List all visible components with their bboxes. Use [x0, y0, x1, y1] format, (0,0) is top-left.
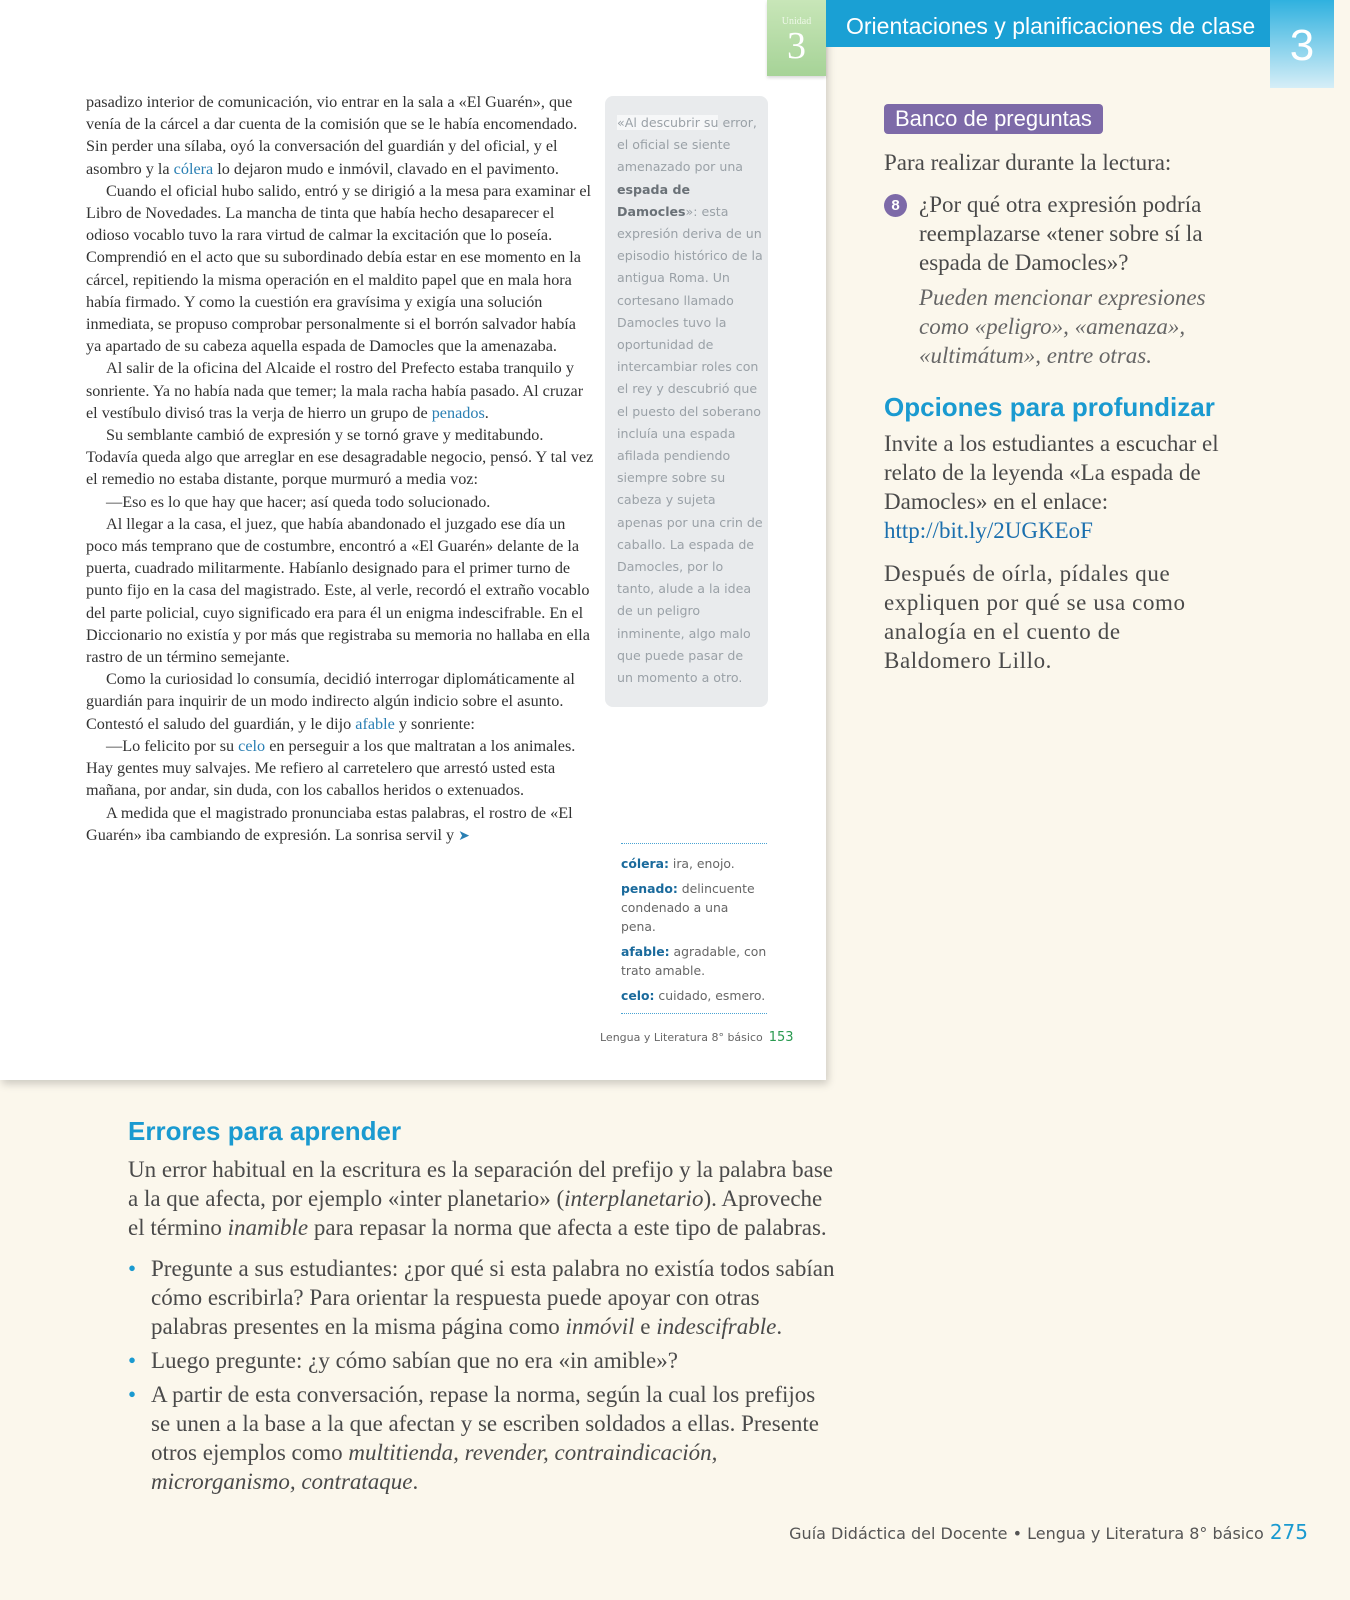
- story-paragraph: [86, 424, 594, 491]
- text-run: —Eso es lo que hay que hacer; así queda todo solucionado.: [106, 492, 491, 511]
- text-run: Al salir de la oficina del Alcaide el rostro del Prefecto estaba tranquilo y sonriente. Ya no había nada que temer; la mala racha había pasado. Al cruzar el vestíbulo divisó tras la verja de hierro un grupo de: [86, 359, 584, 422]
- text-run: Su semblante cambió de expresión y se tornó grave y meditabundo. Todavía queda algo que arreglar en ese desagradable negocio, pensó. Y tal vez el remedio no estaba distante, porque murmuró a media voz:: [86, 426, 594, 489]
- text-run: A partir de esta conversación, repase la norma, según la cual los prefijos se unen a la base a la que afectan y se escriben soldados a ellas. Presente otros ejemplos como: [151, 1382, 819, 1465]
- text-run: Pregunte a sus estudiantes: ¿por qué si esta palabra no existía todos sabían cómo escribirla? Para orientar la respuesta puede apoyar con otras palabras presentes en la misma página como: [151, 1256, 835, 1339]
- right-column: [884, 104, 1224, 675]
- banco-badge: Banco de preguntas: [884, 104, 1103, 134]
- text-run: lo dejaron mudo e inmóvil, clavado en el pavimento.: [213, 159, 559, 178]
- question-text: ¿Por qué otra expresión podría reemplazarse «tener sobre sí la espada de Damocles»?: [919, 192, 1203, 275]
- question-number-badge: 8: [884, 194, 907, 217]
- text-run: para repasar la norma que afecta a este tipo de palabras.: [308, 1215, 827, 1240]
- glossary-term: afable:: [621, 944, 670, 959]
- text-run: .: [776, 1314, 783, 1339]
- text-run: ). Aproveche el término: [128, 1186, 823, 1240]
- banco-intro: Para realizar durante la lectura:: [884, 150, 1172, 175]
- glossary-definition: ira, enojo.: [668, 856, 735, 871]
- story-paragraph: [86, 513, 594, 668]
- student-book-page: [0, 0, 826, 1080]
- text-run: e: [634, 1314, 657, 1339]
- story-paragraph: [86, 735, 594, 802]
- unit-label: Unidad: [781, 16, 812, 27]
- sidebar-note: [617, 112, 763, 689]
- errores-text: [128, 1155, 838, 1242]
- guide-footer-text: Guía Didáctica del Docente • Lengua y Literatura 8° básico: [789, 1524, 1264, 1543]
- book-footer: [600, 1030, 794, 1045]
- guide-header-title: Orientaciones y planificaciones de clase: [846, 13, 1256, 39]
- bullet-dot-icon: •: [128, 1348, 137, 1373]
- glossary-term: penado:: [621, 881, 678, 896]
- italic-term: inmóvil: [565, 1314, 635, 1339]
- text-run: en perseguir a los que maltratan a los animales. Hay gentes muy salvajes. Me refiero al carretelero que arrestó usted esta mañana, por andar, sin duda, con los caballos heridos o extenuados.: [86, 736, 576, 800]
- glossary-entry: [621, 854, 767, 873]
- text-run: Cuando el oficial hubo salido, entró y se dirigió a la mesa para examinar el Libro de Novedades. La mancha de tinta que había hecho desaparecer el odioso vocablo tuvo la rara virtud de calmar la excitación que lo poseía. Comprendió en el acto que su subordinado debía estar en ese momento en la cárcel, repitiendo la misma operación en el maldito papel que en mala hora había firmado. Y como la cuestión era gravísima y exigía una solución inmediata, se propuso comprobar personalmente si el borrón salvador había ya apartado de su cabeza aquella espada de Damocles que la amenazaba.: [86, 181, 592, 356]
- opciones-link[interactable]: http://bit.ly/2UGKEoF: [884, 518, 1093, 543]
- text-run: Al llegar a la casa, el juez, que había abandonado el juzgado ese día un poco más temprano que de costumbre, encontró a «El Guarén» delante de la puerta, cuadrado militarmente. Habíanlo designado para el primer turno de punto fijo en la casa del magistrado. Este, al verle, recordó el extraño vocablo del parte policial, cuyo significado era para él un enigma indescifrable. En el Diccionario no existía y por más que registraba su memoria no hallaba en ella rastro de un término semejante.: [86, 514, 590, 667]
- opciones-text: [884, 429, 1224, 545]
- italic-term: multitienda, revender, contraindicación, microrganismo, contrataque: [151, 1440, 718, 1494]
- guide-page-number: 275: [1269, 1520, 1308, 1544]
- sidebar-text-1: error, el oficial se siente amenazado por una: [617, 115, 757, 175]
- text-run: Un error habitual en la escritura es la separación del prefijo y la palabra base a la que afecta, por ejemplo «inter planetario» (: [128, 1157, 834, 1211]
- story-paragraph: [86, 802, 594, 848]
- glossary-word: celo: [238, 736, 266, 755]
- text-run: .: [412, 1469, 419, 1494]
- guide-header: [826, 0, 1270, 47]
- story-paragraph: [86, 668, 594, 735]
- errores-bullet-item: [128, 1346, 838, 1375]
- opciones-heading: Opciones para profundizar: [884, 392, 1215, 422]
- glossary-word: cólera: [173, 159, 214, 178]
- italic-term: indescifrable: [656, 1314, 777, 1339]
- sidebar-bold-term: espada de Damocles: [617, 181, 691, 219]
- italic-term: inamible: [227, 1215, 309, 1240]
- text-run: y sonriente:: [394, 714, 475, 733]
- errores-section: [128, 1116, 838, 1501]
- text-run: —Lo felicito por su: [106, 736, 239, 755]
- glossary-definition: cuidado, esmero.: [654, 988, 766, 1003]
- unit-number: 3: [787, 25, 806, 67]
- unit-tab: [767, 0, 826, 76]
- glossary-word: penados: [431, 403, 485, 422]
- text-run: .: [484, 403, 489, 422]
- guide-footer: [789, 1520, 1308, 1544]
- question-answer: Pueden mencionar expresiones como «peligro», «amenaza», «ultimátum», entre otras.: [919, 285, 1206, 368]
- text-run: Luego pregunte: ¿y cómo sabían que no era «in amible»?: [151, 1348, 678, 1373]
- sidebar-quote-open: «Al descubrir su: [617, 115, 719, 130]
- glossary-word: afable: [355, 714, 395, 733]
- glossary-definition: delincuente condenado a una pena.: [621, 881, 755, 934]
- glossary-definition: agradable, con trato amable.: [621, 944, 767, 978]
- glossary-entry: [621, 942, 767, 980]
- errores-bullet-list: [128, 1254, 838, 1496]
- glossary-entry: [621, 879, 767, 936]
- text-run: pasadizo interior de comunicación, vio entrar en la sala a «El Guarén», que venía de la cárcel a dar cuenta de la comisión que se le había encomendado. Sin perder una sílaba, oyó la conversación del guardián y del oficial, y el asombro y la: [86, 93, 578, 178]
- errores-heading: Errores para aprender: [128, 1116, 402, 1146]
- bullet-dot-icon: •: [128, 1382, 137, 1407]
- glossary-term: cólera:: [621, 856, 669, 871]
- story-paragraph: [86, 357, 594, 424]
- question-item: [884, 190, 1224, 277]
- glossary: [621, 843, 767, 1014]
- chapter-tab: 3: [1270, 0, 1334, 88]
- errores-bullet-item: [128, 1254, 838, 1341]
- story-paragraph: [86, 91, 594, 180]
- opciones-text-body: Invite a los estudiantes a escuchar el relato de la leyenda «La espada de Damocles» en el enlace:: [884, 431, 1219, 514]
- sidebar-text-2: »: esta expresión deriva de un episodio histórico de la antigua Roma. Un cortesano llamado Damocles tuvo la oportunidad de intercambiar roles con el rey y descubrió que el puesto del soberano incluía una espada afilada pendiendo siempre sobre su cabeza y sujeta apenas por una crin de caballo. La espada de Damocles, por lo tanto, alude a la idea de un peligro inminente, algo malo que puede pasar de un momento a otro.: [617, 203, 763, 686]
- text-run: A medida que el magistrado pronunciaba estas palabras, el rostro de «El Guarén» iba cambiando de expresión. La sonrisa servil y: [86, 803, 573, 844]
- errores-bullet-item: [128, 1380, 838, 1496]
- story-paragraph: [86, 180, 594, 358]
- book-page-number: 153: [768, 1030, 794, 1045]
- opciones-text-2: Después de oírla, pídales que expliquen por qué se usa como analogía en el cuento de Baldomero Lillo.: [884, 561, 1186, 673]
- italic-term: interplanetario: [564, 1186, 704, 1211]
- story-paragraph: [86, 491, 594, 513]
- bullet-dot-icon: •: [128, 1256, 137, 1281]
- story-text: [86, 91, 594, 848]
- glossary-entry: [621, 986, 767, 1005]
- text-run: Como la curiosidad lo consumía, decidió interrogar diplomáticamente al guardián para inquirir de un modo indirecto algún indicio sobre el asunto. Contestó el saludo del guardián, y le dijo: [86, 670, 575, 733]
- glossary-term: celo:: [621, 988, 655, 1003]
- book-footer-text: Lengua y Literatura 8° básico: [600, 1031, 763, 1044]
- continue-arrow-icon: ➤: [458, 828, 470, 844]
